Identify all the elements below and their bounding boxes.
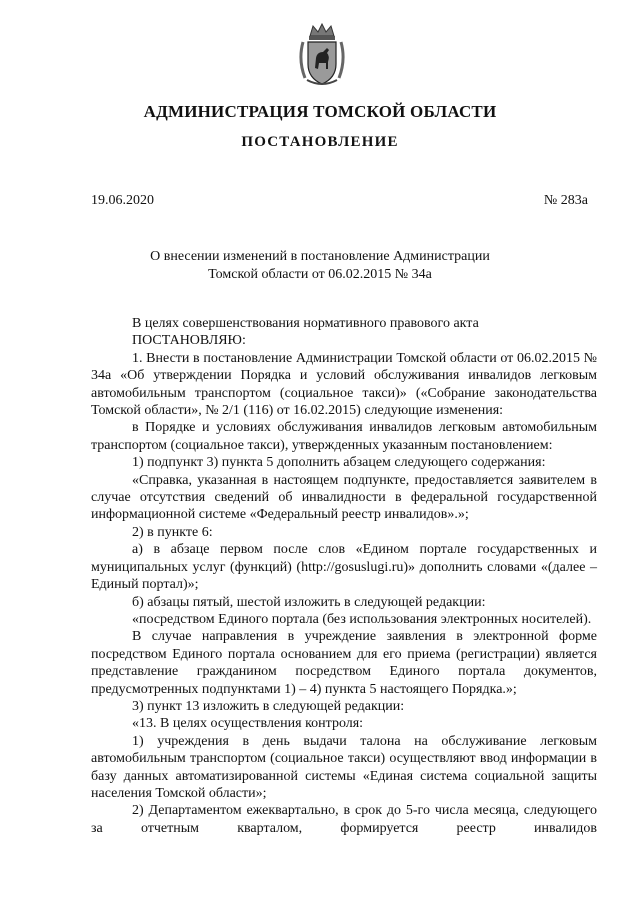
paragraph-procedure: в Порядке и условиях обслуживания инвалидов легковым автомобильным транспортом (социальное такси), утвержденных указанным постановлением: xyxy=(91,420,597,453)
document-title xyxy=(120,248,520,284)
paragraph-control: «13. В целях осуществления контроля: xyxy=(132,716,364,732)
title-line-1: О внесении изменений в постановление Администрации xyxy=(150,249,490,264)
document-type: ПОСТАНОВЛЕНИЕ xyxy=(241,134,399,150)
paragraph-subitem-2b: б) абзацы пятый, шестой изложить в следующей редакции: xyxy=(132,594,486,610)
paragraph-certificate: «Справка, указанная в настоящем подпункте, предоставляется заявителем в случае отсутствия сведений об инвалидности в федеральной государственной информационной системе «Федеральный реестр инвалидов».»; xyxy=(91,472,597,523)
document-number: № 283а xyxy=(543,193,588,208)
paragraph-preamble: В целях совершенствования нормативного правового акта xyxy=(132,316,479,331)
tomsk-coat-of-arms-icon xyxy=(297,22,347,88)
paragraph-portal: «посредством Единого портала (без использования электронных носителей). xyxy=(132,611,592,627)
paragraph-electronic-form: В случае направления в учреждение заявления в электронной форме посредством Единого портала основанием для его приема (регистрации) является представление гражданином посредством Единого портала документов, предусмотренных подпунктами 1) – 4) пункта 5 настоящего Порядка.»; xyxy=(91,629,597,697)
paragraph-subitem-2a: а) в абзаце первом после слов «Едином портале государственных и муниципальных услуг (функций) (http://gosuslugi.ru)» дополнить словами «(далее – Единый портал)»; xyxy=(91,542,597,593)
document-body xyxy=(91,315,597,837)
paragraph-subitem-1: 1) подпункт 3) пункта 5 дополнить абзацем следующего содержания: xyxy=(132,455,546,471)
title-line-2: Томской области от 06.02.2015 № 34а xyxy=(208,267,432,282)
paragraph-resolve: ПОСТАНОВЛЯЮ: xyxy=(132,333,246,349)
organization-name: АДМИНИСТРАЦИЯ ТОМСКОЙ ОБЛАСТИ xyxy=(143,102,497,121)
paragraph-item-1: 1. Внести в постановление Администрации Томской области от 06.02.2015 № 34а «Об утверждении Порядка и условий обслуживания инвалидов легковым автомобильным транспортом (социальное такси)» («Собрание законодательства Томской области», № 2/1 (116) от 16.02.2015) следующие изменения: xyxy=(91,350,597,419)
paragraph-control-1: 1) учреждения в день выдачи талона на обслуживание легковым автомобильным транспортом (социальное такси) осуществляют ввод информации в базу данных автоматизированной системы «Единая система социальной защиты населения Томской области»; xyxy=(91,733,597,801)
paragraph-subitem-3: 3) пункт 13 изложить в следующей редакции: xyxy=(132,698,405,714)
paragraph-control-2: 2) Департаментом ежеквартально, в срок до 5-го числа месяца, следующего за отчетным кварталом, формируется реестр инвалидов xyxy=(91,803,597,836)
document-date: 19.06.2020 xyxy=(91,193,154,208)
paragraph-subitem-2: 2) в пункте 6: xyxy=(132,524,213,540)
